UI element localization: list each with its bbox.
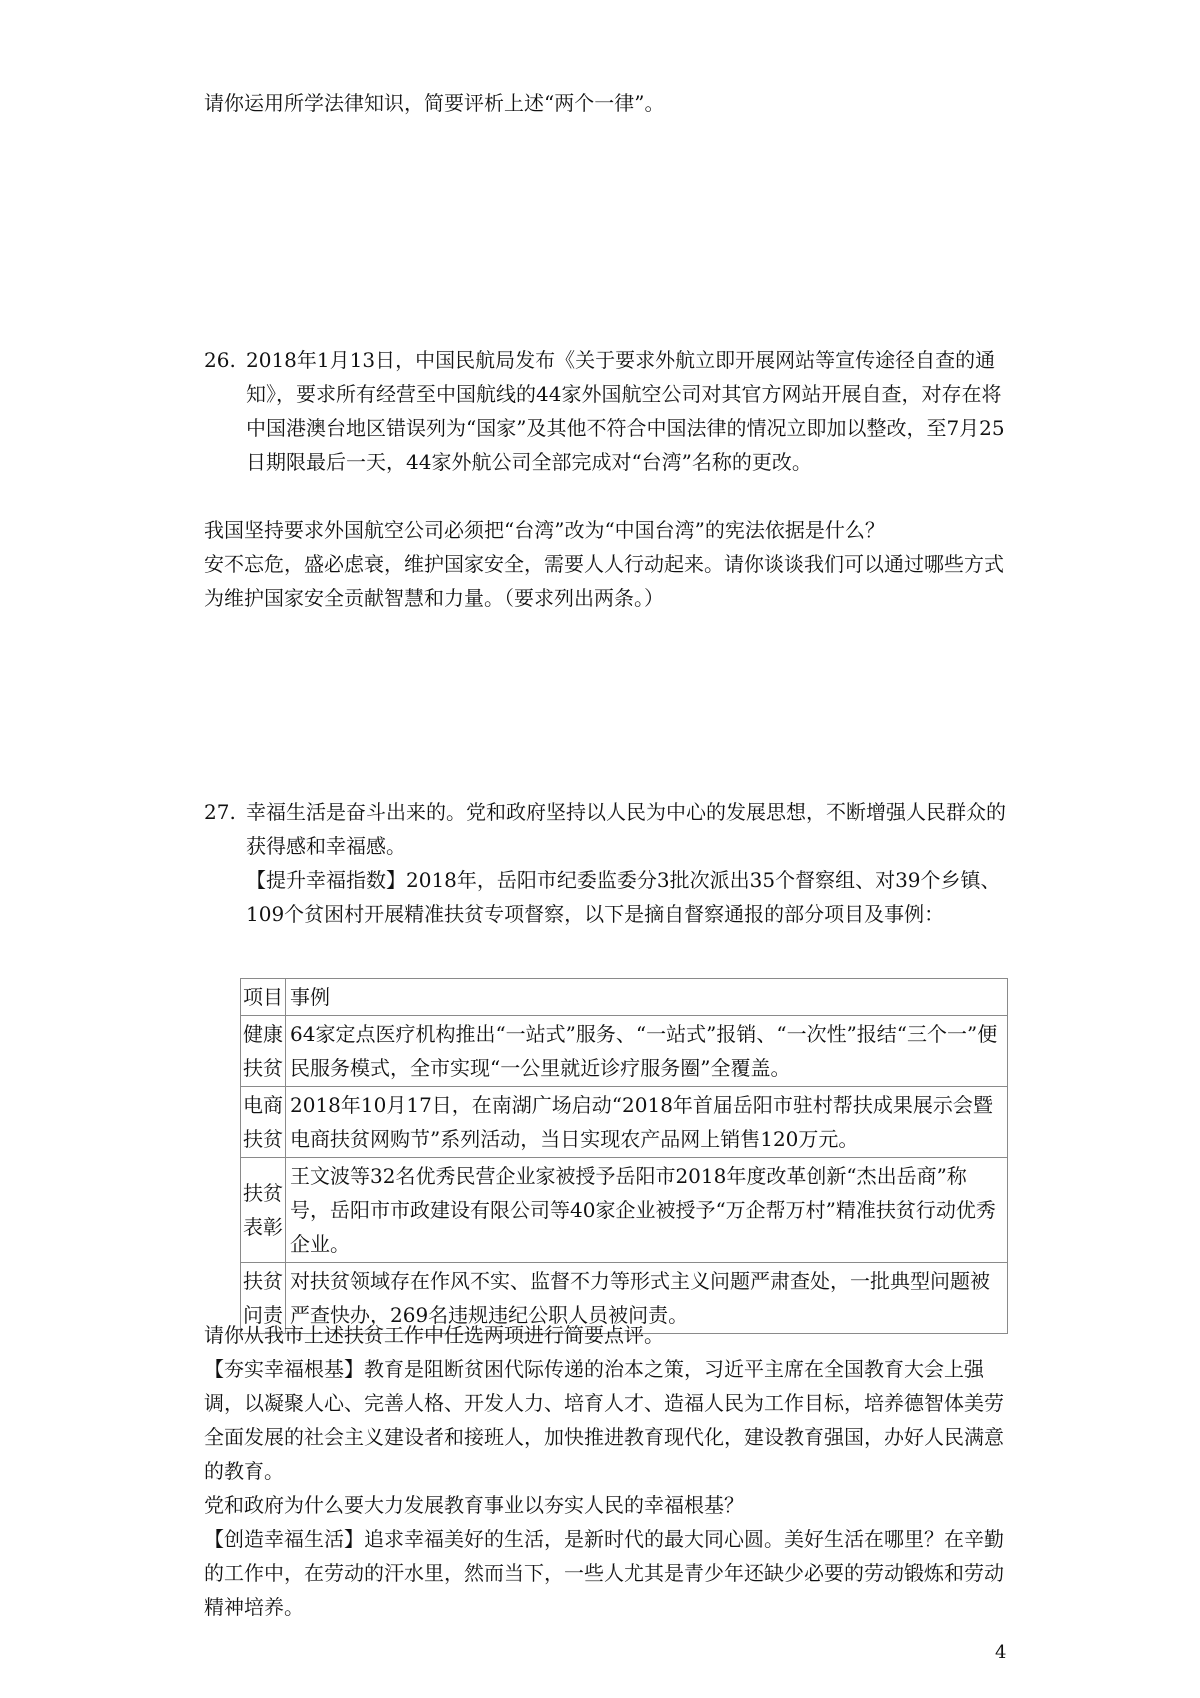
table-cell-case: 64家定点医疗机构推出“一站式”服务、“一站式”报销、“一次性”报结“三个一”便民服务模式，全市实现“一公里就近诊疗服务圈”全覆盖。 bbox=[286, 1016, 1008, 1087]
table-cell-item: 健康扶贫 bbox=[241, 1016, 286, 1087]
table-header-case: 事例 bbox=[286, 979, 1008, 1016]
table-row bbox=[241, 1087, 1008, 1158]
table-row bbox=[241, 1158, 1008, 1263]
table-header-item: 项目 bbox=[241, 979, 286, 1016]
question-number-26: 26. bbox=[204, 348, 236, 372]
q27-intro: 幸福生活是奋斗出来的。党和政府坚持以人民为中心的发展思想，不断增强人民群众的获得感和幸福感。 bbox=[246, 800, 1006, 858]
table-cell-item: 电商扶贫 bbox=[241, 1087, 286, 1158]
table-header-row bbox=[241, 979, 1008, 1016]
q27-para-create-happiness: 【创造幸福生活】追求幸福美好的生活，是新时代的最大同心圆。美好生活在哪里？在辛勤的工作中，在劳动的汗水里，然而当下，一些人尤其是青少年还缺少必要的劳动锻炼和劳动精神培养。 bbox=[204, 1527, 1004, 1619]
q26-subquestion-2: 安不忘危，盛必虑衰，维护国家安全，需要人人行动起来。请你谈谈我们可以通过哪些方式为维护国家安全贡献智慧和力量。（要求列出两条。） bbox=[204, 552, 1004, 610]
table-cell-case: 2018年10月17日，在南湖广场启动“2018年首届岳阳市驻村帮扶成果展示会暨电商扶贫网购节”系列活动，当日实现农产品网上销售120万元。 bbox=[286, 1087, 1008, 1158]
q25-prompt: 请你运用所学法律知识，简要评析上述“两个一律”。 bbox=[204, 91, 665, 115]
question-number-27: 27. bbox=[204, 800, 236, 824]
q27-subquestion-1: 请你从我市上述扶贫工作中任选两项进行简要点评。 bbox=[204, 1323, 664, 1347]
table-row bbox=[241, 1016, 1008, 1087]
q27-para-education: 【夯实幸福根基】教育是阻断贫困代际传递的治本之策，习近平主席在全国教育大会上强调，以凝聚人心、完善人格、开发人力、培育人才、造福人民为工作目标，培养德智体美劳全面发展的社会主义建设者和接班人，加快推进教育现代化，建设教育强国，办好人民满意的教育。 bbox=[204, 1357, 1004, 1483]
table-cell-item: 扶贫问责 bbox=[241, 1263, 286, 1334]
q27-subquestion-2: 党和政府为什么要大力发展教育事业以夯实人民的幸福根基？ bbox=[204, 1493, 744, 1517]
q26-subquestion-1: 我国坚持要求外国航空公司必须把“台湾”改为“中国台湾”的宪法依据是什么？ bbox=[204, 518, 885, 542]
q26-text: 2018年1月13日，中国民航局发布《关于要求外航立即开展网站等宣传途径自查的通知》，要求所有经营至中国航线的44家外国航空公司对其官方网站开展自查，对存在将中国港澳台地区错误列为“国家”及其他不符合中国法律的情况立即加以整改，至7月25日期限最后一天，44家外航公司全部完成对“台湾”名称的更改。 bbox=[246, 348, 1005, 474]
table-cell-case: 王文波等32名优秀民营企业家被授予岳阳市2018年度改革创新“杰出岳商”称号，岳阳市市政建设有限公司等40家企业被授予“万企帮万村”精准扶贫行动优秀企业。 bbox=[286, 1158, 1008, 1263]
q27-para-happiness-index: 【提升幸福指数】2018年，岳阳市纪委监委分3批次派出35个督察组、对39个乡镇、109个贫困村开展精准扶贫专项督察，以下是摘自督察通报的部分项目及事例： bbox=[246, 868, 1001, 926]
poverty-alleviation-table bbox=[240, 978, 1008, 1334]
table-cell-case: 对扶贫领域存在作风不实、监督不力等形式主义问题严肃查处，一批典型问题被严查快办，269名违规违纪公职人员被问责。 bbox=[286, 1263, 1008, 1334]
table-cell-item: 扶贫表彰 bbox=[241, 1158, 286, 1263]
page-number: 4 bbox=[995, 1642, 1007, 1663]
